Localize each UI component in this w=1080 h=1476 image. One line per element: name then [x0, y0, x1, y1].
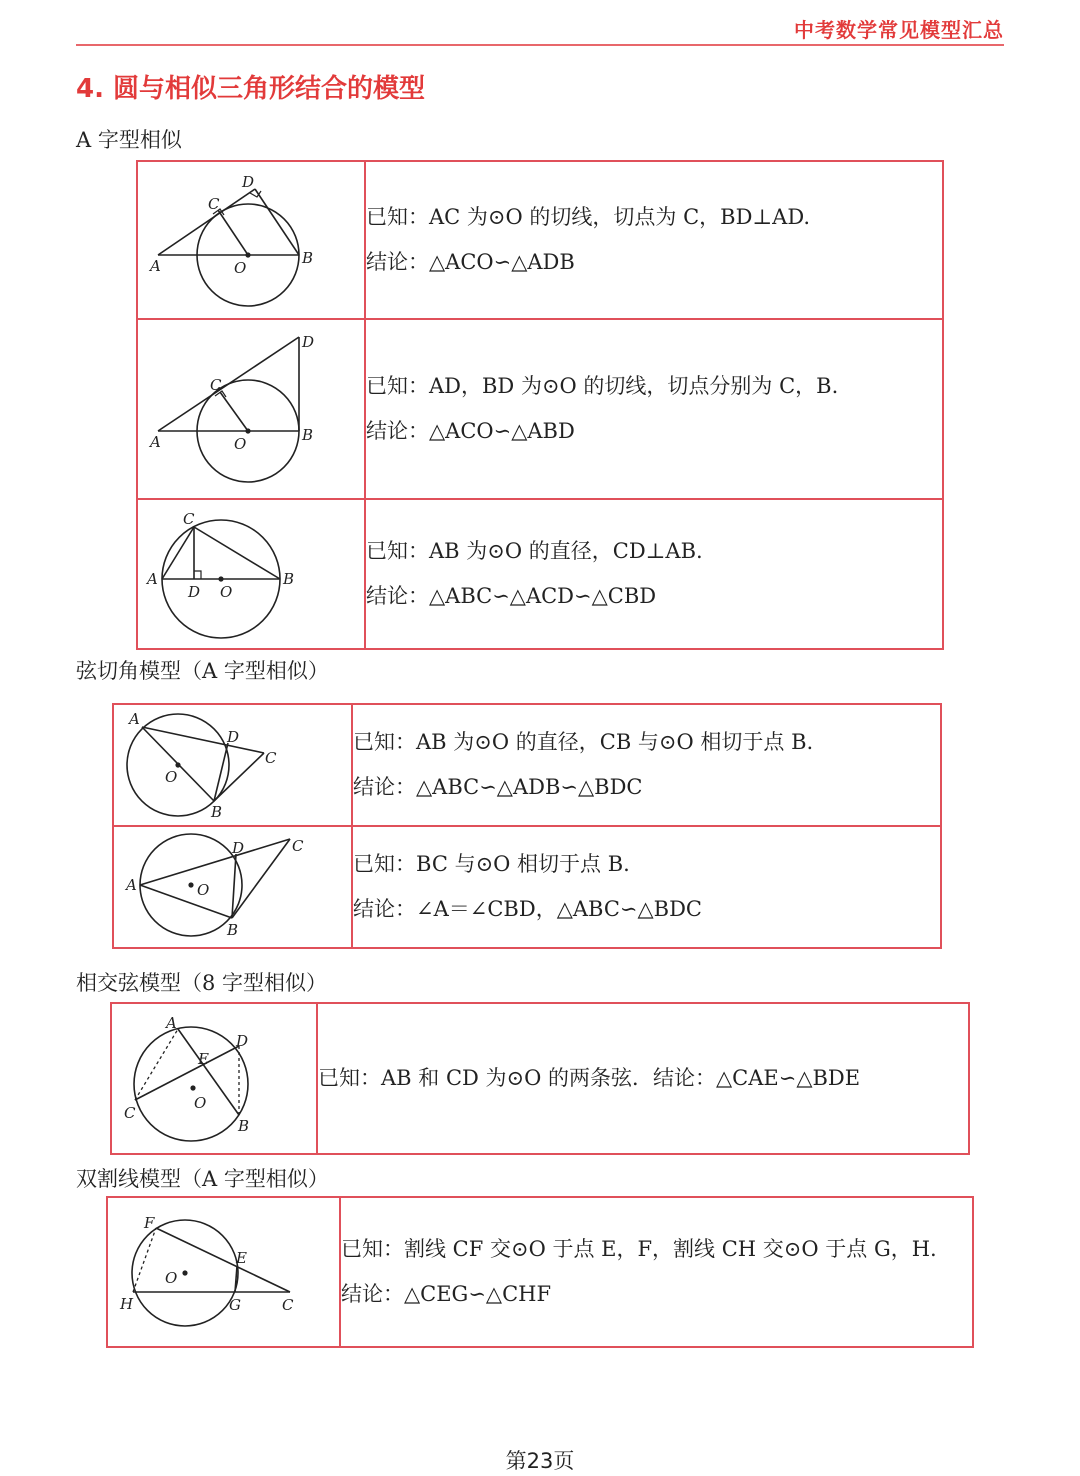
point-label-o: O: [197, 881, 210, 899]
point-label-d: D: [242, 173, 255, 191]
point-label-e: E: [198, 1050, 209, 1068]
point-label-g: G: [229, 1296, 241, 1314]
point-label-o: O: [194, 1094, 207, 1112]
point-label-c: C: [282, 1296, 294, 1314]
known-line: 已知：AB 为⊙O 的直径，CB 与⊙O 相切于点 B.: [353, 730, 814, 754]
text-cell: [365, 319, 943, 499]
model-row-5: [113, 826, 941, 948]
chord-tangent-table: [112, 703, 942, 949]
running-header: 中考数学常见模型汇总: [794, 18, 1004, 42]
point-label-c: C: [265, 749, 277, 767]
section-title: 4. 圆与相似三角形结合的模型: [76, 74, 426, 104]
a-shape-table: [136, 160, 944, 650]
point-label-c: C: [124, 1104, 136, 1122]
known-line: 已知：割线 CF 交⊙O 于点 E，F，割线 CH 交⊙O 于点 G，H.: [341, 1237, 937, 1261]
page-number: 第23页: [505, 1449, 575, 1473]
point-label-d: D: [236, 1032, 249, 1050]
known-line: 已知：AC 为⊙O 的切线，切点为 C，BD⊥AD.: [366, 205, 811, 229]
point-label-a: A: [166, 1014, 177, 1032]
conclusion-line: 结论：△ACO∽△ABD: [366, 419, 575, 443]
point-label-c: C: [210, 376, 222, 394]
diameter-altitude-diagram: [138, 500, 364, 648]
point-label-a: A: [129, 710, 140, 728]
conclusion-line: 结论：△ABC∽△ACD∽△CBD: [366, 584, 657, 608]
figure-cell: [111, 1003, 317, 1154]
point-label-c: C: [208, 195, 220, 213]
point-label-b: B: [227, 921, 239, 939]
model-row-7: [107, 1197, 973, 1347]
point-label-a: A: [126, 876, 137, 894]
figure-cell: [137, 161, 365, 319]
point-label-b: B: [302, 249, 314, 267]
conclusion-line: 结论：∠A＝∠CBD，△ABC∽△BDC: [353, 897, 702, 921]
figure-cell: [137, 319, 365, 499]
group-heading-double-secant: 双割线模型（A 字型相似）: [76, 1167, 329, 1191]
point-label-o: O: [165, 1269, 178, 1287]
header-divider: [76, 44, 1004, 46]
group-heading-chord-tangent: 弦切角模型（A 字型相似）: [76, 659, 329, 683]
figure-cell: [137, 499, 365, 649]
point-label-o: O: [165, 768, 178, 786]
group-heading-a-shape: A 字型相似: [76, 128, 182, 152]
point-label-b: B: [283, 570, 295, 588]
text-cell: [365, 499, 943, 649]
figure-cell: [113, 704, 352, 826]
point-label-a: A: [147, 570, 158, 588]
model-row-2: [137, 319, 943, 499]
intersecting-chords-diagram: [112, 1004, 316, 1153]
point-label-e: E: [236, 1249, 247, 1267]
text-cell: [365, 161, 943, 319]
group-heading-intersecting-chords: 相交弦模型（8 字型相似）: [76, 971, 328, 995]
point-label-b: B: [238, 1117, 250, 1135]
text-cell: [340, 1197, 973, 1347]
model-row-3: [137, 499, 943, 649]
model-row-1: [137, 161, 943, 319]
tangent-secant-diagram: [114, 827, 351, 947]
two-tangents-diagram: [138, 320, 364, 498]
figure-cell: [113, 826, 352, 948]
point-label-a: A: [150, 257, 161, 275]
known-line: 已知：BC 与⊙O 相切于点 B.: [353, 852, 630, 876]
point-label-d: D: [232, 839, 245, 857]
figure-cell: [107, 1197, 340, 1347]
double-secant-diagram: [108, 1198, 339, 1346]
point-label-d: D: [188, 583, 201, 601]
point-label-o: O: [234, 259, 247, 277]
diameter-tangent-diagram: [114, 705, 351, 825]
model-row-4: [113, 704, 941, 826]
point-label-d: D: [302, 333, 315, 351]
known-line: 已知：AD，BD 为⊙O 的切线，切点分别为 C，B.: [366, 374, 839, 398]
point-label-b: B: [302, 426, 314, 444]
point-label-o: O: [220, 583, 233, 601]
double-secant-table: [106, 1196, 974, 1348]
tangent-perpendicular-diagram: [138, 162, 364, 318]
intersecting-chords-table: [110, 1002, 970, 1155]
text-cell: [352, 826, 941, 948]
text-cell: [317, 1003, 969, 1154]
point-label-o: O: [234, 435, 247, 453]
point-label-h: H: [120, 1295, 134, 1313]
conclusion-line: 结论：△ACO∽△ADB: [366, 250, 575, 274]
conclusion-line: 结论：△CEG∽△CHF: [341, 1282, 552, 1306]
point-label-c: C: [292, 837, 304, 855]
conclusion-line: 结论：△ABC∽△ADB∽△BDC: [353, 775, 643, 799]
point-label-f: F: [144, 1214, 155, 1232]
point-label-a: A: [150, 433, 161, 451]
known-line: 已知：AB 为⊙O 的直径，CD⊥AB.: [366, 539, 703, 563]
text-cell: [352, 704, 941, 826]
point-label-d: D: [227, 728, 240, 746]
point-label-c: C: [183, 510, 195, 528]
model-row-6: [111, 1003, 969, 1154]
point-label-b: B: [211, 803, 223, 821]
known-conclusion-line: 已知：AB 和 CD 为⊙O 的两条弦．结论：△CAE∽△BDE: [318, 1066, 861, 1090]
